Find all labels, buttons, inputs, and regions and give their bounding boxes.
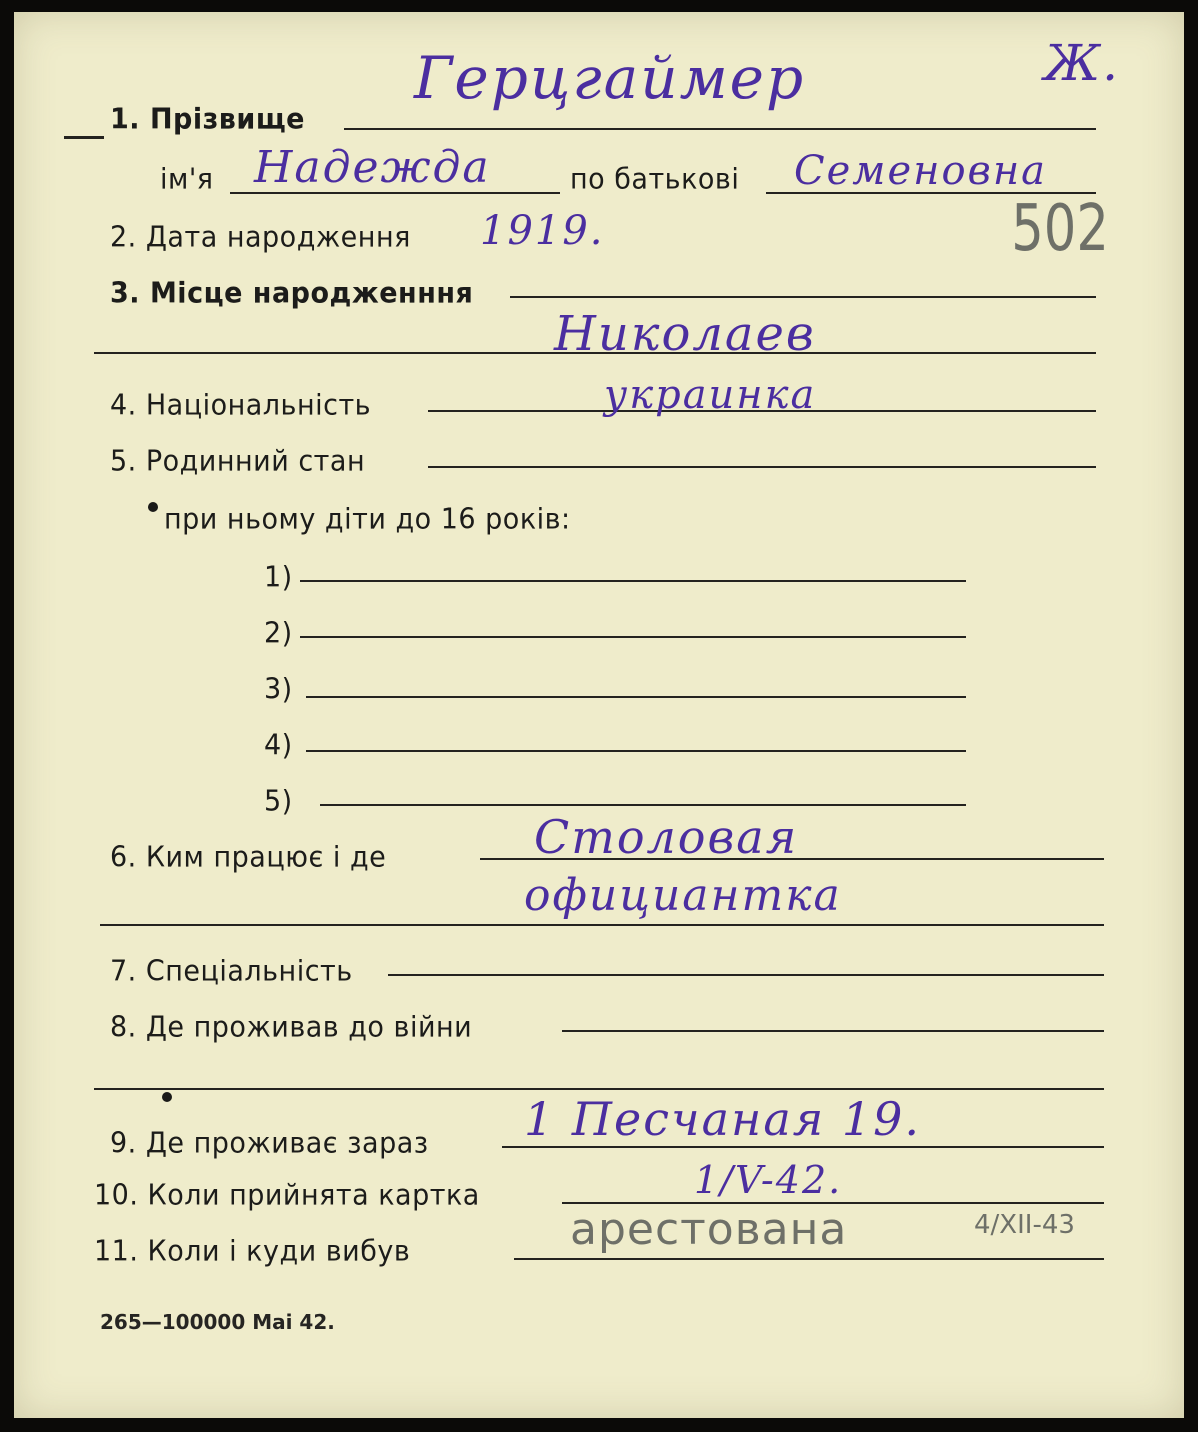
print-code: 265—100000 Mai 42. [100,1310,335,1334]
child-4-line [306,750,966,752]
specialty-line [388,974,1104,976]
nationality-label: 4. Національність [110,389,372,422]
card-date-value: 1/V-42. [694,1158,843,1202]
prewar-label: 8. Де проживав до війни [110,1011,473,1044]
work-line-2 [100,924,1104,926]
dob-label: 2. Дата народження [110,221,411,254]
first-name-label: ім'я [160,163,214,196]
child-5-label: 5) [264,785,293,818]
prewar-line-1 [562,1030,1104,1032]
first-name-value: Надежда [254,142,491,193]
patronymic-label: по батькові [570,163,740,196]
work-value-2: официантка [524,870,842,921]
marital-line [428,466,1096,468]
child-3-line [306,696,966,698]
left-value: арестована [570,1204,848,1255]
corner-initials: Ж. [1044,34,1121,92]
card-date-label: 10. Коли прийнята картка [94,1179,480,1212]
current-addr-label: 9. Де проживає зараз [110,1127,429,1160]
child-3-label: 3) [264,673,293,706]
punch-mark-1 [148,502,158,512]
current-addr-value: 1 Песчаная 19. [524,1092,921,1146]
pob-value: Николаев [554,306,816,362]
margin-dash [64,136,104,139]
pencil-number: 502 [1011,192,1109,266]
nationality-value: украинка [604,372,817,418]
work-value-1: Столовая [534,810,799,864]
left-label: 11. Коли і куди вибув [94,1235,411,1268]
surname-value: Герцгаймер [414,44,806,112]
current-addr-line [502,1146,1104,1148]
child-1-line [300,580,966,582]
child-2-label: 2) [264,617,293,650]
pob-label: 3. Місце народженння [110,277,474,310]
marital-label: 5. Родинний стан [110,445,366,478]
child-1-label: 1) [264,561,293,594]
patronymic-value: Семеновна [794,148,1048,194]
punch-mark-2 [162,1092,172,1102]
child-2-line [300,636,966,638]
surname-line [344,128,1096,130]
registration-card [14,12,1184,1418]
children-label: при ньому діти до 16 років: [164,503,571,536]
child-5-line [320,804,966,806]
left-line [514,1258,1104,1260]
child-4-label: 4) [264,729,293,762]
pob-line-1 [510,296,1096,298]
prewar-line-2 [94,1088,1104,1090]
specialty-label: 7. Спеціальність [110,955,353,988]
work-label: 6. Ким працює і де [110,841,387,874]
surname-label: 1. Прізвище [110,103,305,136]
dob-value: 1919. [480,208,605,254]
left-date: 4/XII-43 [974,1210,1075,1240]
